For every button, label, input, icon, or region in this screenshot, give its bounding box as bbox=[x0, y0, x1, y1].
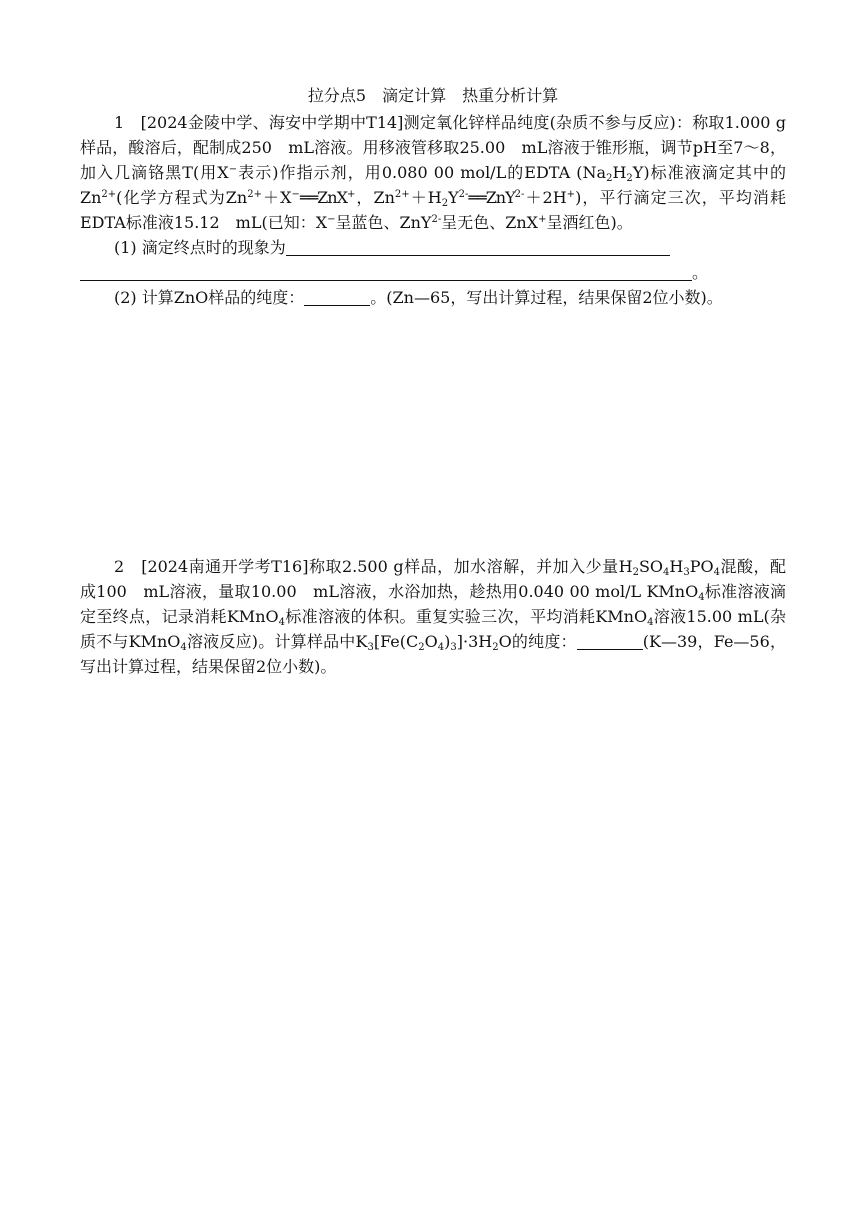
answer-blank-2[interactable] bbox=[304, 289, 370, 306]
work-space bbox=[80, 310, 786, 554]
question-source: [2024金陵中学、海安中学期中T14] bbox=[140, 113, 404, 132]
question-number: 2 bbox=[114, 557, 125, 576]
answer-blank-3[interactable] bbox=[577, 633, 643, 650]
section-title: 拉分点5 滴定计算 热重分析计算 bbox=[307, 86, 559, 105]
question-1-stem: 1 [2024金陵中学、海安中学期中T14]测定氧化锌样品纯度(杂质不参与反应)：称取1.000 g样品，酸溶后，配制成250 mL溶液。用移液管移取25.00 mL溶液于锥形瓶，调节pH至7～8，加入几滴铬黑T(用X−表示)作指示剂，用0.080 00 mol/L的EDTA $(Na_2H_2Y)$标准液滴定其中的$Zn^{2+}$(化学方程式为$Zn^{2+}+X^-══ZnX^+$，$Zn^{2+}+H_2Y^{2-}══ZnY^{2-}+2H^+$)，平行滴定三次，平均消耗EDTA标准液15.12 mL(已知：X−呈蓝色、ZnY$^{2-}$呈无色、ZnX+呈酒红色)。 bbox=[80, 113, 786, 232]
answer-blank-1b[interactable] bbox=[80, 264, 692, 281]
question-1-part-1: (1) 滴定终点时的现象为 bbox=[80, 235, 786, 260]
question-1-part-2: (2) 计算ZnO样品的纯度： 。(Zn—65，写出计算过程，结果保留2位小数)。 bbox=[114, 288, 723, 307]
document-page bbox=[80, 84, 786, 679]
question-1-part-1-continued: 。 bbox=[80, 260, 786, 285]
question-source: [2024南通开学考T16] bbox=[141, 557, 309, 576]
answer-blank-1a[interactable] bbox=[286, 239, 670, 256]
question-2-stem: 2 [2024南通开学考T16]称取2.500 g样品，加水溶解，并加入少量$H_2SO_4H_3PO_4$混酸，配成100 mL溶液，量取10.00 mL溶液，水浴加热，趁热用0.040 00 mol/L KMnO$_4$标准溶液滴定至终点，记录消耗KMnO$_4$标准溶液的体积。重复实验三次，平均消耗KMnO$_4$溶液15.00 mL(杂质不与KMnO$_4$溶液反应)。计算样品中$K_3[Fe(C_2O_4)_3]\cdot 3H_2O$的纯度： (K—39，Fe—56，写出计算过程，结果保留2位小数)。 bbox=[80, 557, 786, 676]
question-number: 1 bbox=[114, 113, 125, 132]
